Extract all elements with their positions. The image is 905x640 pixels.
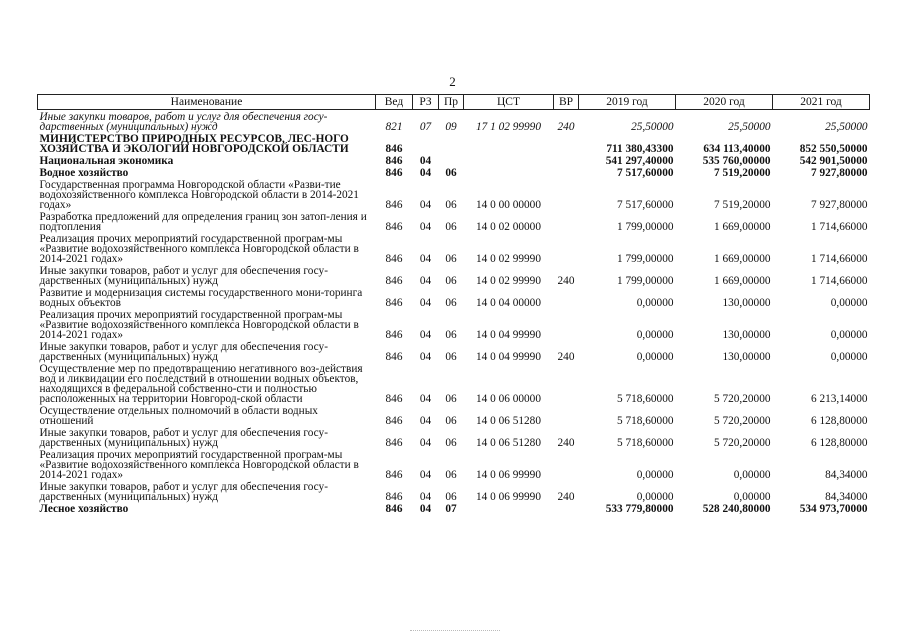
cell-pr: 06 bbox=[445, 221, 457, 233]
cell-name: Реализация прочих мероприятий государственной програм-мы «Развитие водохозяйственного комплекса Новгородской области в 2014-2021 годах» bbox=[39, 449, 359, 481]
cell-ved: 846 bbox=[385, 253, 403, 265]
cell-ved: 846 bbox=[385, 329, 403, 341]
cell-name: Иные закупки товаров, работ и услуг для обеспечения госу-дарственных (муниципальных) нужд bbox=[39, 265, 328, 287]
cell-ved: 846 bbox=[385, 503, 403, 515]
table-row bbox=[38, 286, 870, 308]
cell-y2021: 1 714,66000 bbox=[811, 221, 868, 233]
cell-pr: 06 bbox=[445, 393, 457, 405]
cell-y2019: 711 380,43300 bbox=[606, 143, 674, 155]
cell-y2021: 7 927,80000 bbox=[811, 167, 868, 179]
cell-cst: 14 0 06 99990 bbox=[476, 469, 541, 481]
cell-vr bbox=[554, 154, 579, 166]
cell-y2020: 5 720,20000 bbox=[714, 393, 771, 405]
cell-y2021: 6 213,14000 bbox=[811, 393, 868, 405]
cell-pr: 06 bbox=[445, 491, 457, 503]
table-row bbox=[38, 340, 870, 362]
footer-mark bbox=[410, 630, 500, 634]
cell-vr bbox=[554, 448, 579, 480]
cell-vr: 240 bbox=[557, 491, 575, 503]
cell-y2020: 0,00000 bbox=[733, 491, 771, 503]
cell-rz: 07 bbox=[419, 121, 432, 133]
table-row bbox=[38, 132, 870, 154]
cell-y2021: 6 128,80000 bbox=[811, 437, 868, 449]
cell-rz: 04 bbox=[419, 199, 432, 211]
cell-cst: 14 0 02 99990 bbox=[476, 275, 541, 287]
cell-y2019: 1 799,00000 bbox=[617, 275, 674, 287]
header-2020: 2020 год bbox=[676, 95, 773, 110]
cell-y2019: 0,00000 bbox=[636, 491, 674, 503]
cell-pr: 06 bbox=[445, 329, 457, 341]
budget-table bbox=[37, 94, 870, 514]
cell-ved: 846 bbox=[385, 415, 403, 427]
cell-name: МИНИСТЕРСТВО ПРИРОДНЫХ РЕСУРСОВ, ЛЕС-НОГО ХОЗЯЙСТВА И ЭКОЛОГИИ НОВГОРОДСКОЙ ОБЛАСТИ bbox=[39, 133, 349, 155]
cell-ved: 846 bbox=[385, 393, 403, 405]
header-pr: Пр bbox=[439, 95, 464, 110]
cell-ved: 846 bbox=[385, 221, 403, 233]
table-header-row bbox=[38, 95, 870, 110]
cell-rz: 04 bbox=[419, 469, 432, 481]
cell-cst: 14 0 00 00000 bbox=[476, 199, 541, 211]
cell-y2019: 1 799,00000 bbox=[617, 253, 674, 265]
table-row bbox=[38, 502, 870, 514]
cell-y2019: 0,00000 bbox=[636, 329, 674, 341]
cell-name: Реализация прочих мероприятий государственной програм-мы «Развитие водохозяйственного комплекса Новгородской области в 2014-2021 годах» bbox=[39, 233, 359, 265]
cell-vr bbox=[554, 166, 579, 178]
cell-cst: 14 0 06 00000 bbox=[476, 393, 541, 405]
cell-cst: 14 0 04 99990 bbox=[476, 351, 541, 363]
cell-ved: 846 bbox=[385, 297, 403, 309]
cell-ved: 846 bbox=[385, 167, 403, 179]
cell-y2020: 7 519,20000 bbox=[714, 199, 771, 211]
table-row bbox=[38, 404, 870, 426]
cell-rz: 04 bbox=[419, 393, 432, 405]
cell-cst: 14 0 06 99990 bbox=[476, 491, 541, 503]
cell-pr: 09 bbox=[445, 121, 457, 133]
cell-y2019: 5 718,60000 bbox=[617, 437, 674, 449]
cell-name: Реализация прочих мероприятий государственной програм-мы «Развитие водохозяйственного комплекса Новгородской области в 2014-2021 годах» bbox=[39, 309, 359, 341]
cell-cst: 14 0 06 51280 bbox=[476, 437, 541, 449]
cell-y2019: 25,50000 bbox=[631, 121, 674, 133]
cell-cst: 14 0 02 99990 bbox=[476, 253, 541, 265]
cell-name: Национальная экономика bbox=[39, 155, 174, 167]
table-row bbox=[38, 210, 870, 232]
cell-ved: 846 bbox=[385, 199, 403, 211]
cell-pr: 06 bbox=[445, 253, 457, 265]
cell-y2019: 0,00000 bbox=[636, 297, 674, 309]
table-row bbox=[38, 264, 870, 286]
cell-rz: 04 bbox=[419, 275, 432, 287]
cell-vr: 240 bbox=[557, 275, 575, 287]
cell-y2021: 0,00000 bbox=[830, 351, 868, 363]
cell-y2021: 1 714,66000 bbox=[811, 253, 868, 265]
cell-cst bbox=[464, 132, 554, 154]
cell-rz: 04 bbox=[419, 155, 432, 167]
cell-y2020: 1 669,00000 bbox=[714, 275, 771, 287]
cell-y2020: 25,50000 bbox=[728, 121, 771, 133]
cell-y2020: 0,00000 bbox=[733, 469, 771, 481]
cell-y2020: 130,00000 bbox=[722, 351, 771, 363]
cell-rz: 04 bbox=[419, 253, 432, 265]
cell-name: Осуществление отдельных полномочий в области водных отношений bbox=[39, 405, 318, 427]
table-row bbox=[38, 232, 870, 264]
cell-rz: 04 bbox=[419, 415, 432, 427]
cell-name: Иные закупки товаров, работ и услуг для обеспечения госу-дарственных (муниципальных) нужд bbox=[39, 341, 328, 363]
header-2019: 2019 год bbox=[579, 95, 676, 110]
cell-pr: 06 bbox=[445, 415, 457, 427]
header-vr: ВР bbox=[554, 95, 579, 110]
cell-y2020: 535 760,00000 bbox=[702, 155, 771, 167]
cell-pr: 06 bbox=[445, 297, 457, 309]
cell-name: Осуществление мер по предотвращению негативного воз-действия вод и ликвидации его последствий в отношении водных объектов, находящихся в федеральной собственно-сти и полностью расположенных на территории Новгород-ской области bbox=[39, 363, 363, 405]
table-row bbox=[38, 448, 870, 480]
cell-name: Развитие и модернизация системы государственного мони-торинга водных объектов bbox=[39, 287, 363, 309]
cell-vr bbox=[554, 308, 579, 340]
cell-rz bbox=[413, 132, 439, 154]
cell-vr bbox=[554, 210, 579, 232]
cell-vr: 240 bbox=[557, 437, 575, 449]
table-row bbox=[38, 308, 870, 340]
cell-y2019: 7 517,60000 bbox=[617, 167, 674, 179]
cell-cst bbox=[464, 154, 554, 166]
cell-vr bbox=[554, 178, 579, 210]
cell-ved: 846 bbox=[385, 275, 403, 287]
cell-pr bbox=[439, 132, 464, 154]
cell-y2021: 84,34000 bbox=[825, 491, 868, 503]
cell-cst: 14 0 06 51280 bbox=[476, 415, 541, 427]
cell-rz: 04 bbox=[419, 297, 432, 309]
cell-rz: 04 bbox=[419, 437, 432, 449]
cell-y2020: 5 720,20000 bbox=[714, 437, 771, 449]
cell-y2019: 533 779,80000 bbox=[605, 503, 674, 515]
cell-pr bbox=[439, 154, 464, 166]
cell-ved: 846 bbox=[385, 491, 403, 503]
cell-y2021: 7 927,80000 bbox=[811, 199, 868, 211]
cell-ved: 846 bbox=[385, 155, 403, 167]
cell-y2021: 0,00000 bbox=[830, 329, 868, 341]
header-name: Наименование bbox=[38, 95, 376, 110]
cell-ved: 846 bbox=[385, 469, 403, 481]
cell-y2019: 541 297,40000 bbox=[605, 155, 674, 167]
table-row bbox=[38, 426, 870, 448]
cell-name: Иные закупки товаров, работ и услуг для обеспечения госу-дарственных (муниципальных) нужд bbox=[39, 111, 328, 133]
cell-cst bbox=[464, 166, 554, 178]
header-rz: РЗ bbox=[413, 95, 439, 110]
cell-y2019: 5 718,60000 bbox=[617, 415, 674, 427]
cell-y2020: 130,00000 bbox=[722, 329, 771, 341]
cell-cst: 14 0 04 00000 bbox=[476, 297, 541, 309]
cell-y2019: 5 718,60000 bbox=[617, 393, 674, 405]
table-row bbox=[38, 362, 870, 404]
cell-name: Разработка предложений для определения границ зон затоп-ления и подтопления bbox=[39, 211, 367, 233]
table-row bbox=[38, 154, 870, 166]
cell-name: Государственная программа Новгородской области «Разви-тие водохозяйственного комплекса Новгородской области в 2014-2021 годах» bbox=[39, 179, 359, 211]
cell-vr bbox=[554, 132, 579, 154]
cell-y2020: 130,00000 bbox=[722, 297, 771, 309]
cell-pr: 06 bbox=[445, 469, 457, 481]
cell-y2021: 852 550,50000 bbox=[799, 143, 868, 155]
cell-rz: 04 bbox=[419, 167, 432, 179]
cell-pr: 06 bbox=[445, 437, 457, 449]
table-body bbox=[38, 110, 870, 515]
page-number: 2 bbox=[449, 74, 456, 89]
cell-ved: 821 bbox=[385, 121, 403, 133]
cell-vr bbox=[554, 404, 579, 426]
cell-cst bbox=[464, 502, 554, 514]
cell-y2020: 1 669,00000 bbox=[714, 221, 771, 233]
cell-rz: 04 bbox=[419, 221, 432, 233]
cell-name: Водное хозяйство bbox=[39, 167, 129, 179]
cell-y2021: 6 128,80000 bbox=[811, 415, 868, 427]
cell-ved: 846 bbox=[385, 351, 403, 363]
cell-pr: 07 bbox=[445, 503, 457, 515]
cell-y2020: 5 720,20000 bbox=[714, 415, 771, 427]
table-row bbox=[38, 480, 870, 502]
cell-pr: 06 bbox=[445, 351, 457, 363]
cell-pr: 06 bbox=[445, 167, 457, 179]
cell-y2021: 534 973,70000 bbox=[799, 503, 868, 515]
cell-name: Иные закупки товаров, работ и услуг для обеспечения госу-дарственных (муниципальных) нужд bbox=[39, 427, 328, 449]
cell-pr: 06 bbox=[445, 275, 457, 287]
table-row bbox=[38, 166, 870, 178]
cell-y2020: 7 519,20000 bbox=[714, 167, 771, 179]
cell-ved: 846 bbox=[385, 437, 403, 449]
cell-rz: 04 bbox=[419, 329, 432, 341]
cell-y2021: 1 714,66000 bbox=[811, 275, 868, 287]
cell-y2019: 1 799,00000 bbox=[617, 221, 674, 233]
cell-name: Лесное хозяйство bbox=[39, 503, 129, 515]
header-ved: Вед bbox=[376, 95, 413, 110]
cell-name: Иные закупки товаров, работ и услуг для обеспечения госу-дарственных (муниципальных) нужд bbox=[39, 481, 328, 503]
cell-y2020: 634 113,40000 bbox=[703, 143, 771, 155]
cell-vr: 240 bbox=[557, 351, 575, 363]
header-cst: ЦСТ bbox=[464, 95, 554, 110]
cell-vr bbox=[554, 362, 579, 404]
cell-rz: 04 bbox=[419, 351, 432, 363]
cell-cst: 17 1 02 99990 bbox=[476, 121, 541, 133]
cell-cst: 14 0 02 00000 bbox=[476, 221, 541, 233]
cell-y2019: 0,00000 bbox=[636, 469, 674, 481]
cell-y2021: 0,00000 bbox=[830, 297, 868, 309]
table-row bbox=[38, 110, 870, 133]
cell-y2020: 528 240,80000 bbox=[702, 503, 771, 515]
cell-rz: 04 bbox=[419, 491, 432, 503]
cell-y2019: 7 517,60000 bbox=[617, 199, 674, 211]
cell-vr bbox=[554, 232, 579, 264]
cell-ved: 846 bbox=[385, 143, 403, 155]
cell-y2021: 25,50000 bbox=[825, 121, 868, 133]
cell-vr bbox=[554, 502, 579, 514]
cell-y2021: 542 901,50000 bbox=[799, 155, 868, 167]
cell-y2020: 1 669,00000 bbox=[714, 253, 771, 265]
cell-cst: 14 0 04 99990 bbox=[476, 329, 541, 341]
header-2021: 2021 год bbox=[773, 95, 870, 110]
cell-pr: 06 bbox=[445, 199, 457, 211]
table-row bbox=[38, 178, 870, 210]
cell-rz: 04 bbox=[419, 503, 432, 515]
cell-y2021: 84,34000 bbox=[825, 469, 868, 481]
cell-y2019: 0,00000 bbox=[636, 351, 674, 363]
cell-vr bbox=[554, 286, 579, 308]
cell-vr: 240 bbox=[557, 121, 575, 133]
